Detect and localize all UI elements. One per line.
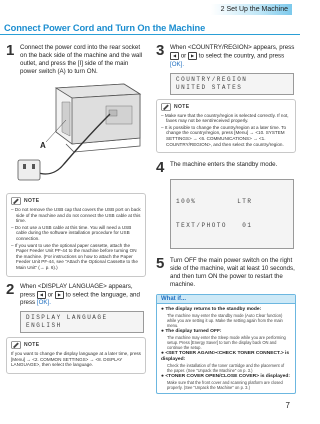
note-item: – Do not use a USB cable at this time. You will need a USB cable during the software installation procedure for USB connection. (11, 224, 132, 241)
step-3-text-a: When <COUNTRY/REGION> appears, press (170, 44, 295, 51)
step-number: 4 (156, 159, 165, 177)
wall-outlet (18, 160, 40, 180)
arrow-right-key-icon: ▶ (55, 291, 64, 299)
note-box-step-2 (6, 337, 146, 374)
lcd-line: 100% LTR (176, 198, 253, 206)
right-column (156, 44, 296, 394)
what-if-desc: The machine may enter the standby mode (Auto Clear function) while you are setting it up. Make the setting again from the main menu. (167, 313, 283, 329)
step-4 (156, 161, 296, 175)
what-if-item (161, 351, 291, 373)
note-header (11, 341, 141, 349)
step-2-text-b: or (47, 291, 54, 299)
page-number: 7 (285, 401, 290, 410)
machine-drawing (56, 84, 140, 152)
step-2-text-c: to select the language, and press (20, 291, 140, 307)
note-box-step-3 (156, 99, 296, 154)
step-2 (6, 280, 146, 308)
note-item: – It is possible to change the country/region at a later time. To change the country/region, press [Menu] → <10. SYSTEM SETTINGS> → <6. COMMUNICATIONS> → <1. COUNTRY/REGION>, and then select the country/region. (161, 124, 287, 147)
note-label: NOTE (24, 198, 40, 204)
step-4-text: The machine enters the standby mode. (170, 161, 278, 169)
what-if-title: ● <TONER COVER OPEN/CLOSE COVER> is displayed: (161, 374, 290, 380)
arrow-left-key-icon: ◀ (170, 52, 179, 60)
step-1 (6, 44, 146, 76)
note-item: If you want to change the display language at a later time, press [Menu] → <2. COMMON SETTINGS> → <8. DISPLAY LANGUAGE>, then select the language. (11, 351, 141, 368)
page-title: Connect Power Cord and Turn On the Machine (4, 23, 206, 33)
lcd-country-region (170, 73, 294, 95)
what-if-title: ● <SET TONER AGAIN><CHECK TONER CONNECT.> is displayed: (161, 351, 290, 363)
step-number: 2 (6, 280, 15, 298)
note-item: – Do not remove the USB cap that covers the USB port on back side of the machine and do not connect the USB cable at this time. (11, 207, 141, 224)
power-cord-illustration (6, 80, 146, 184)
ok-key-label: [OK]. (36, 299, 51, 307)
lcd-line: COUNTRY/REGION (176, 75, 248, 83)
note-header (11, 197, 141, 205)
arrow-right-key-icon: ▶ (188, 52, 197, 60)
what-if-item (161, 374, 291, 390)
what-if-box (156, 294, 296, 394)
pencil-icon (11, 341, 21, 349)
svg-text:A: A (40, 141, 46, 150)
pencil-icon (11, 197, 21, 205)
what-if-title: ● The display turned OFF: (161, 329, 222, 335)
note-box-step-1 (6, 193, 146, 277)
lcd-line: TEXT/PHOTO 01 (176, 222, 253, 230)
running-header (0, 4, 292, 18)
what-if-item (161, 329, 291, 350)
lcd-standby (170, 179, 294, 249)
step-3 (156, 44, 296, 69)
title-bar (0, 22, 300, 36)
step-number: 3 (156, 42, 165, 59)
step-1-text: Connect the power cord into the rear socket on the back side of the machine and the wall outlet, and press the [I] side of the main power switch (A) to turn ON. (20, 44, 143, 75)
title-rule (0, 34, 300, 35)
step-2-text-a: When <DISPLAY LANGUAGE> appears, press (20, 282, 133, 299)
note-item: – Make sure that the country/region is selected correctly. If not, faxes may not be sent/received properly. (161, 112, 289, 124)
what-if-body (157, 304, 295, 393)
step-5-text: Turn OFF the main power switch on the right side of the machine, wait at least 10 seconds, and then turn ON the power to restart the machine. (170, 257, 295, 289)
note-item: – If you want to use the optional paper cassette, attach the Paper Feeder Unit PF-44 to the machine before turning ON the machine. (For instructions on how to attach the Paper Feeder Unit PF-44, see "Attach the Optional Cassette to the Main Unit" (→ p. 6).) (11, 242, 138, 270)
step-3-text (170, 44, 296, 69)
lcd-line: DISPLAY LANGUAGE (26, 314, 108, 322)
lcd-display-language (20, 311, 144, 333)
pencil-icon (161, 103, 171, 111)
step-number: 5 (156, 255, 165, 273)
note-header (161, 103, 291, 111)
what-if-item (161, 307, 291, 328)
left-column (6, 44, 146, 374)
arrow-left-key-icon: ◀ (37, 291, 46, 299)
step-5 (156, 257, 296, 289)
what-if-title: ● The display returns to the standby mode: (161, 307, 262, 313)
what-if-desc: Check the installation of the toner cartridge and the placement of the paper. (See "Unpack the Machine" on p. 3.) (167, 363, 285, 374)
section-label: 2 Set Up the Machine (211, 4, 292, 15)
what-if-desc: The machine may enter the Sleep mode while you are performing setup. Press [Energy Saver] to turn the display back ON and continue the setup. (167, 335, 286, 351)
note-label: NOTE (24, 342, 40, 349)
note-label: NOTE (174, 103, 190, 110)
what-if-desc: Make sure that the front cover and scanning platform are closed properly. (See "Unpack the Machine" on p. 3.) (167, 380, 283, 391)
lcd-line: ENGLISH (26, 322, 62, 330)
step-number: 1 (6, 42, 15, 59)
step-3-text-c: to select the country, and press (198, 52, 285, 60)
lcd-line: UNITED STATES (176, 83, 243, 91)
what-if-heading: What if... (157, 295, 295, 304)
step-3-text-b: or (180, 52, 187, 60)
ok-key-label: [OK]. (170, 60, 185, 68)
step-2-text (20, 283, 146, 308)
